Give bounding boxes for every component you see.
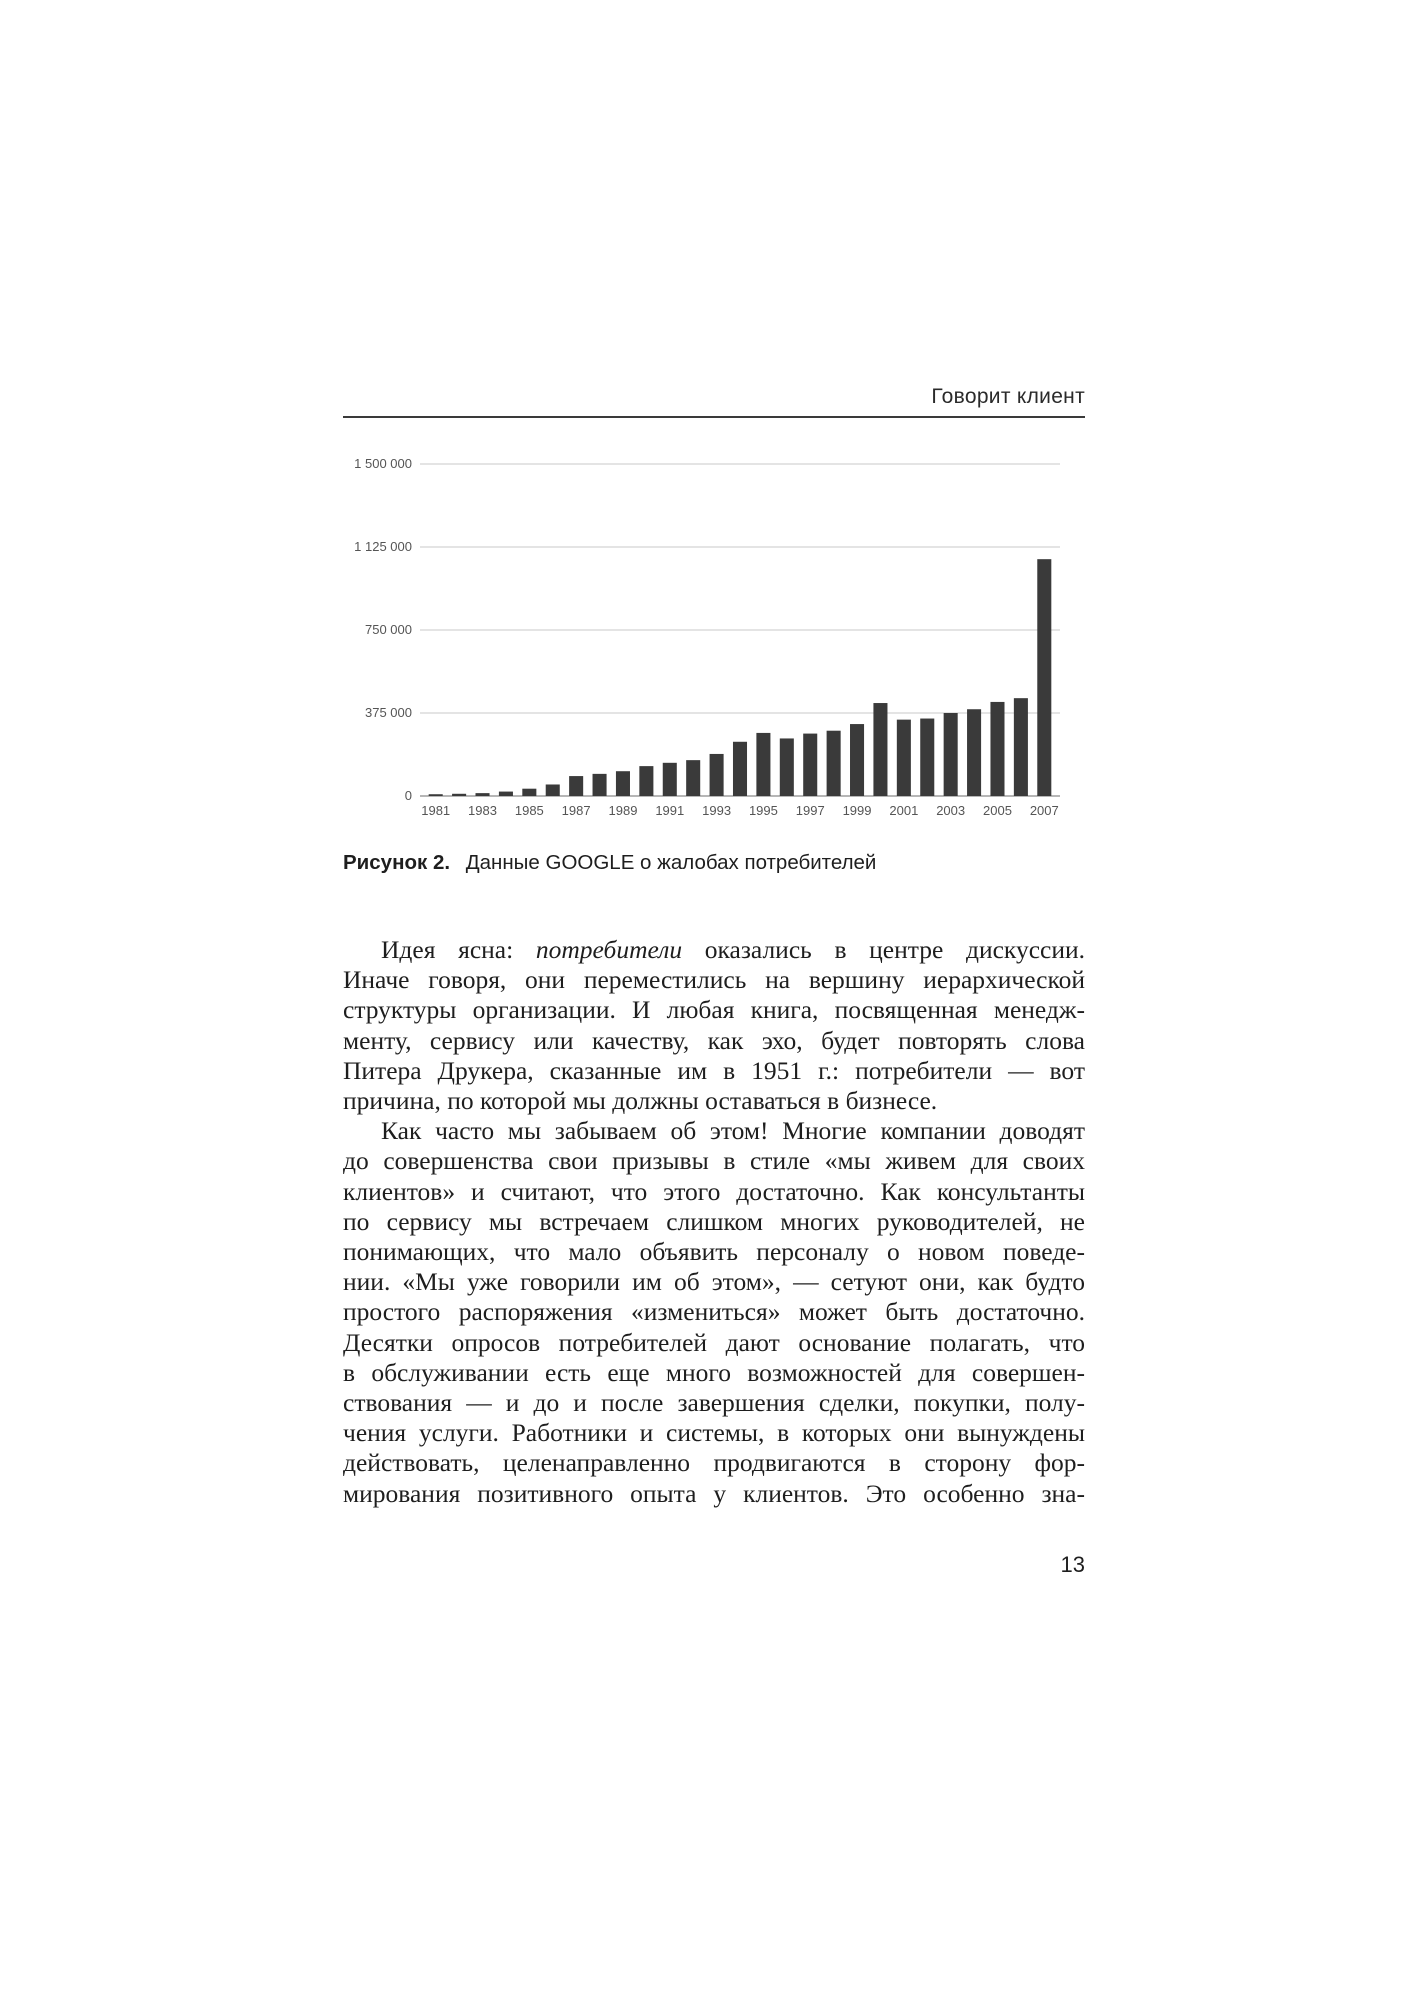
y-tick-label: 750 000 xyxy=(365,622,412,637)
text-line xyxy=(343,1177,1085,1207)
bar-1993 xyxy=(710,754,724,796)
text-span: Десятки опросов потребителей дают основание полагать, что xyxy=(343,1327,1085,1357)
x-tick-label: 2003 xyxy=(936,803,966,818)
text-span: действовать, целенаправленно продвигаются в сторону фор- xyxy=(343,1448,1085,1478)
text-span: причина, по которой мы должны оставаться в бизнесе. xyxy=(343,1086,938,1116)
x-tick-label: 2007 xyxy=(1029,803,1059,818)
x-tick-label: 2001 xyxy=(889,803,919,818)
y-tick-label: 1 125 000 xyxy=(354,539,412,554)
text-line xyxy=(343,1026,1085,1056)
text-line xyxy=(343,1116,1085,1146)
bar-2007 xyxy=(1037,559,1051,796)
text-span: по сервису мы встречаем слишком многих руководителей, не xyxy=(343,1206,1085,1236)
bar-1988 xyxy=(593,774,607,796)
text-line xyxy=(343,1358,1085,1388)
x-tick-label: 1991 xyxy=(655,803,685,818)
y-tick-label: 375 000 xyxy=(365,705,412,720)
running-header xyxy=(343,383,1085,418)
bar-2006 xyxy=(1014,698,1028,796)
bar-1989 xyxy=(616,771,630,796)
text-line xyxy=(343,995,1085,1025)
text-line xyxy=(343,1146,1085,1176)
bar-1983 xyxy=(475,793,489,796)
text-span: менту, сервису или качеству, как эхо, будет повторять слова xyxy=(343,1025,1085,1055)
text-line xyxy=(343,1418,1085,1448)
bar-1981 xyxy=(429,794,443,796)
x-tick-label: 1997 xyxy=(795,803,825,818)
text-line xyxy=(343,1237,1085,1267)
x-tick-label: 1999 xyxy=(842,803,872,818)
bar-2005 xyxy=(990,702,1004,796)
text-span: простого распоряжения «измениться» может быть достаточно. xyxy=(343,1297,1085,1327)
body-text xyxy=(343,935,1085,1509)
text-span: Идея ясна: xyxy=(381,935,536,964)
text-span: оказались в центре дискуссии. xyxy=(682,935,1085,964)
text-span: Как часто мы забываем об этом! Многие компании доводят xyxy=(381,1116,1085,1146)
figure-caption xyxy=(343,851,1103,875)
text-span: Иначе говоря, они переместились на вершину иерархической xyxy=(343,965,1085,995)
text-line xyxy=(343,935,1085,965)
text-span: до совершенства свои призывы в стиле «мы живем для своих xyxy=(343,1146,1085,1176)
text-span: нии. «Мы уже говорили им об этом», — сетуют они, как будто xyxy=(343,1267,1085,1297)
y-tick-label: 1 500 000 xyxy=(354,456,412,471)
text-span: чения услуги. Работники и системы, в которых они вынуждены xyxy=(343,1418,1085,1448)
x-tick-label: 1981 xyxy=(421,803,451,818)
bar-2003 xyxy=(944,713,958,796)
text-line xyxy=(343,1479,1085,1509)
x-tick-label: 1989 xyxy=(608,803,638,818)
text-line xyxy=(343,1328,1085,1358)
x-tick-label: 2005 xyxy=(983,803,1012,818)
figure-label: Рисунок 2. xyxy=(343,851,451,874)
bar-1994 xyxy=(733,742,747,796)
text-line xyxy=(343,965,1085,995)
text-span: понимающих, что мало объявить персоналу о новом поведе- xyxy=(343,1237,1085,1267)
y-tick-label: 0 xyxy=(404,788,412,803)
bar-1991 xyxy=(663,763,677,796)
x-tick-label: 1983 xyxy=(468,803,497,818)
bar-2001 xyxy=(897,720,911,796)
text-line xyxy=(343,1388,1085,1418)
bar-1992 xyxy=(686,760,700,796)
x-tick-label: 1995 xyxy=(748,803,778,818)
bar-1982 xyxy=(452,794,466,796)
bar-1985 xyxy=(522,789,536,796)
text-line xyxy=(343,1056,1085,1086)
figure-caption-text: Данные GOOGLE о жалобах потребителей xyxy=(465,851,877,874)
bar-1990 xyxy=(639,766,653,796)
text-span: в обслуживании есть еще много возможностей для совершен- xyxy=(343,1357,1085,1387)
bar-1995 xyxy=(756,733,770,796)
bar-1984 xyxy=(499,792,513,796)
bar-1998 xyxy=(827,731,841,796)
x-tick-label: 1993 xyxy=(702,803,732,818)
text-span: структуры организации. И любая книга, посвященная менедж- xyxy=(343,995,1085,1025)
text-line xyxy=(343,1207,1085,1237)
text-span: Питера Друкера, сказанные им в 1951 г.: потребители — вот xyxy=(343,1055,1085,1085)
bar-1997 xyxy=(803,734,817,796)
text-line xyxy=(343,1086,1085,1116)
text-line xyxy=(343,1297,1085,1327)
text-span: клиентов» и считают, что этого достаточно. Как консультанты xyxy=(343,1176,1085,1206)
running-title: Говорит клиент xyxy=(931,385,1085,408)
x-tick-label: 1987 xyxy=(561,803,591,818)
bar-1986 xyxy=(546,784,560,796)
text-span: ствования — и до и после завершения сделки, покупки, полу- xyxy=(343,1388,1085,1418)
x-tick-label: 1985 xyxy=(514,803,544,818)
emphasis: потребители xyxy=(535,935,683,964)
page-number: 13 xyxy=(1060,1552,1085,1577)
bar-chart xyxy=(330,448,1070,828)
bar-2004 xyxy=(967,709,981,796)
text-span: мирования позитивного опыта у клиентов. Это особенно зна- xyxy=(343,1478,1085,1508)
bar-1987 xyxy=(569,776,583,796)
bar-1996 xyxy=(780,738,794,796)
text-line xyxy=(343,1448,1085,1478)
bar-2000 xyxy=(873,703,887,796)
bar-1999 xyxy=(850,724,864,796)
bar-2002 xyxy=(920,719,934,796)
text-line xyxy=(343,1267,1085,1297)
